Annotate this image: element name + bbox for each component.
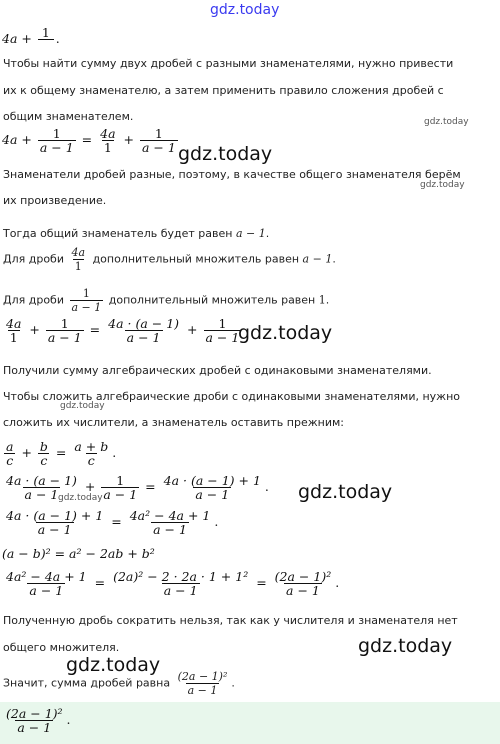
watermark: gdz.today bbox=[210, 2, 280, 18]
fraction: $\frac{\text{4a² − 4a + 1}}{a - 1}$ bbox=[6, 569, 87, 598]
identity-formula: (a − b)² = a² − 2ab + b² bbox=[2, 546, 155, 561]
paragraph: Чтобы найти сумму двух дробей с разными знаменателями, нужно привести bbox=[3, 57, 454, 70]
fraction: $\frac{1}{a - 1}$ bbox=[47, 316, 82, 345]
watermark: gdz.today bbox=[178, 143, 273, 165]
paragraph: Для дроби $\frac{1}{a - 1}$ дополнительный множитель равен 1. bbox=[3, 287, 330, 314]
fraction: $\frac{\text{(2a − 1)²}}{a - 1}$ bbox=[177, 670, 228, 697]
watermark: gdz.today bbox=[358, 635, 453, 657]
fraction: $\frac{4a \cdot (a - 1) + 1}{a - 1}$ bbox=[6, 508, 104, 537]
fraction: $\frac{4a \cdot (a - 1)}{a - 1}$ bbox=[6, 473, 77, 502]
paragraph: их произведение. bbox=[3, 194, 107, 207]
paragraph: общего множителя. bbox=[3, 641, 120, 654]
paragraph: общим знаменателем. bbox=[3, 110, 134, 123]
equation-rule: $\frac{a}{c}$ + $\frac{b}{c}$ = $\frac{a + b}{c}$ . bbox=[6, 439, 117, 468]
paragraph: Для дроби $\frac{4a}{1}$ дополнительный множитель равен a − 1. bbox=[3, 246, 336, 273]
fraction: $\frac{1}{a - 1}$ bbox=[71, 287, 102, 314]
paragraph: сложить их числители, а знаменатель оставить прежним: bbox=[3, 416, 344, 429]
fraction: $\frac{1}{a - 1}$ bbox=[103, 473, 138, 502]
answer-formula: $\frac{\text{(2a − 1)²}}{a - 1}$ . bbox=[6, 706, 71, 735]
equation-step4: $\frac{4a \cdot (a - 1) + 1}{a - 1}$ = $\frac{\text{4a² − 4a + 1}}{a - 1}$ . bbox=[6, 508, 219, 537]
watermark: gdz.today bbox=[60, 401, 105, 411]
paragraph: Значит, сумма дробей равна $\frac{\text{(2a − 1)²}}{a - 1}$ . bbox=[3, 670, 235, 697]
answer-box bbox=[0, 702, 500, 744]
equation-step3: $\frac{4a \cdot (a - 1)}{a - 1}$ + $\frac{1}{a - 1}$ = $\frac{4a \cdot (a - 1) + 1}{a - 1}$ . bbox=[6, 473, 269, 502]
task-expression: 4a + 1 . bbox=[2, 26, 60, 53]
fraction: $\frac{a + b}{c}$ bbox=[74, 439, 109, 468]
fraction: $\frac{\text{(2a − 1)²}}{a - 1}$ bbox=[6, 706, 63, 735]
fraction: $\frac{b}{c}$ bbox=[39, 439, 48, 468]
fraction: $\frac{\text{4a² − 4a + 1}}{a - 1}$ bbox=[129, 508, 211, 537]
watermark: gdz.today bbox=[238, 322, 333, 344]
watermark: gdz.today bbox=[66, 654, 161, 676]
fraction: $\frac{\text{(2a)² − 2 · 2a · 1 + 1²}}{a - 1}$ bbox=[113, 569, 249, 598]
watermark: gdz.today bbox=[58, 493, 103, 503]
paragraph: Полученную дробь сократить нельзя, так как у числителя и знаменателя нет bbox=[3, 614, 458, 627]
equation-step1: 4a + $\frac{1}{a - 1}$ = $\frac{4a}{1}$ + $\frac{1}{a - 1}$ bbox=[2, 126, 176, 155]
fraction: $\frac{4a}{1}$ bbox=[100, 126, 116, 155]
fraction: $\frac{4a \cdot (a - 1) + 1}{a - 1}$ bbox=[163, 473, 261, 502]
paragraph: Чтобы сложить алгебраические дроби с одинаковыми знаменателями, нужно bbox=[3, 390, 461, 403]
equation-step2: $\frac{4a}{1}$ + $\frac{1}{a - 1}$ = $\frac{4a \cdot (a - 1)}{a - 1}$ + $\frac{1}{a - 1}$ bbox=[6, 316, 240, 345]
fraction: $\frac{1}{a - 1}$ bbox=[205, 316, 240, 345]
paragraph: Тогда общий знаменатель будет равен a − 1. bbox=[3, 227, 270, 240]
fraction: $\frac{4a}{1}$ bbox=[71, 246, 86, 273]
fraction: 1 bbox=[38, 26, 54, 53]
watermark: gdz.today bbox=[298, 481, 393, 503]
watermark: gdz.today bbox=[424, 117, 469, 127]
fraction: $\frac{4a}{1}$ bbox=[6, 316, 22, 345]
paragraph: их к общему знаменателю, а затем применить правило сложения дробей с bbox=[3, 84, 444, 97]
fraction: $\frac{a}{c}$ bbox=[6, 439, 14, 468]
equation-step5: $\frac{\text{4a² − 4a + 1}}{a - 1}$ = $\frac{\text{(2a)² − 2 · 2a · 1 + 1²}}{a - 1}$ = $\frac{\text{(2a − 1)²}}{a - 1}$ . bbox=[6, 569, 340, 598]
paragraph: Знаменатели дробей разные, поэтому, в качестве общего знаменателя берём bbox=[3, 168, 461, 181]
paragraph: Получили сумму алгебраических дробей с одинаковыми знаменателями. bbox=[3, 364, 432, 377]
fraction: $\frac{\text{(2a − 1)²}}{a - 1}$ bbox=[274, 569, 332, 598]
fraction: $\frac{4a \cdot (a - 1)}{a - 1}$ bbox=[108, 316, 180, 345]
watermark: gdz.today bbox=[420, 180, 465, 190]
fraction: $\frac{1}{a - 1}$ bbox=[39, 126, 74, 155]
fraction: $\frac{1}{a - 1}$ bbox=[141, 126, 176, 155]
